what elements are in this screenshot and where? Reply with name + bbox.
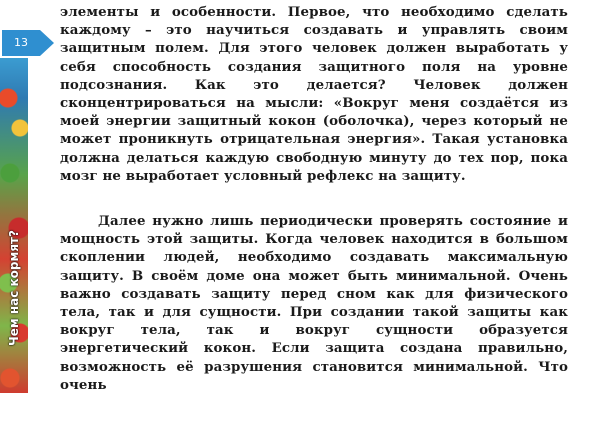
sidebar-decorative-strip — [0, 58, 28, 393]
paragraph: элементы и особенности. Первое, что необходимо сделать каждому – это научиться создавать и управлять своим защитным полем. Для этого человек должен выработать у себя способность создания защитного поля на уровне подсознания. Как это делается? Человек должен сконцентрироваться на мысли: «Вокруг меня создаётся из моей энергии защитный кокон (оболочка), через который не может проникнуть отрицательная энергия». Такая установка должна делаться каждую свободную минуту до тех пор, пока мозг не выработает условный рефлекс на защиту. — [60, 4, 568, 184]
sidebar-title-text: Чем нас кормят? — [7, 230, 22, 346]
sidebar-title — [0, 228, 28, 348]
page-number: 13 — [14, 36, 28, 49]
paragraph: Далее нужно лишь периодически проверять состояние и мощность этой защиты. Когда человек находится в большом скоплении людей, необходимо создавать максимальную защиту. В своём доме она может быть минимальной. Очень важно создавать защиту перед сном как для физического тела, так и для сущности. При создании такой защиты как вокруг тела, так и вокруг сущности образуется энергетический кокон. Если защита создана правильно, возможность её разрушения становится минимальной. Что очень — [60, 213, 568, 393]
document-body — [60, 0, 568, 423]
